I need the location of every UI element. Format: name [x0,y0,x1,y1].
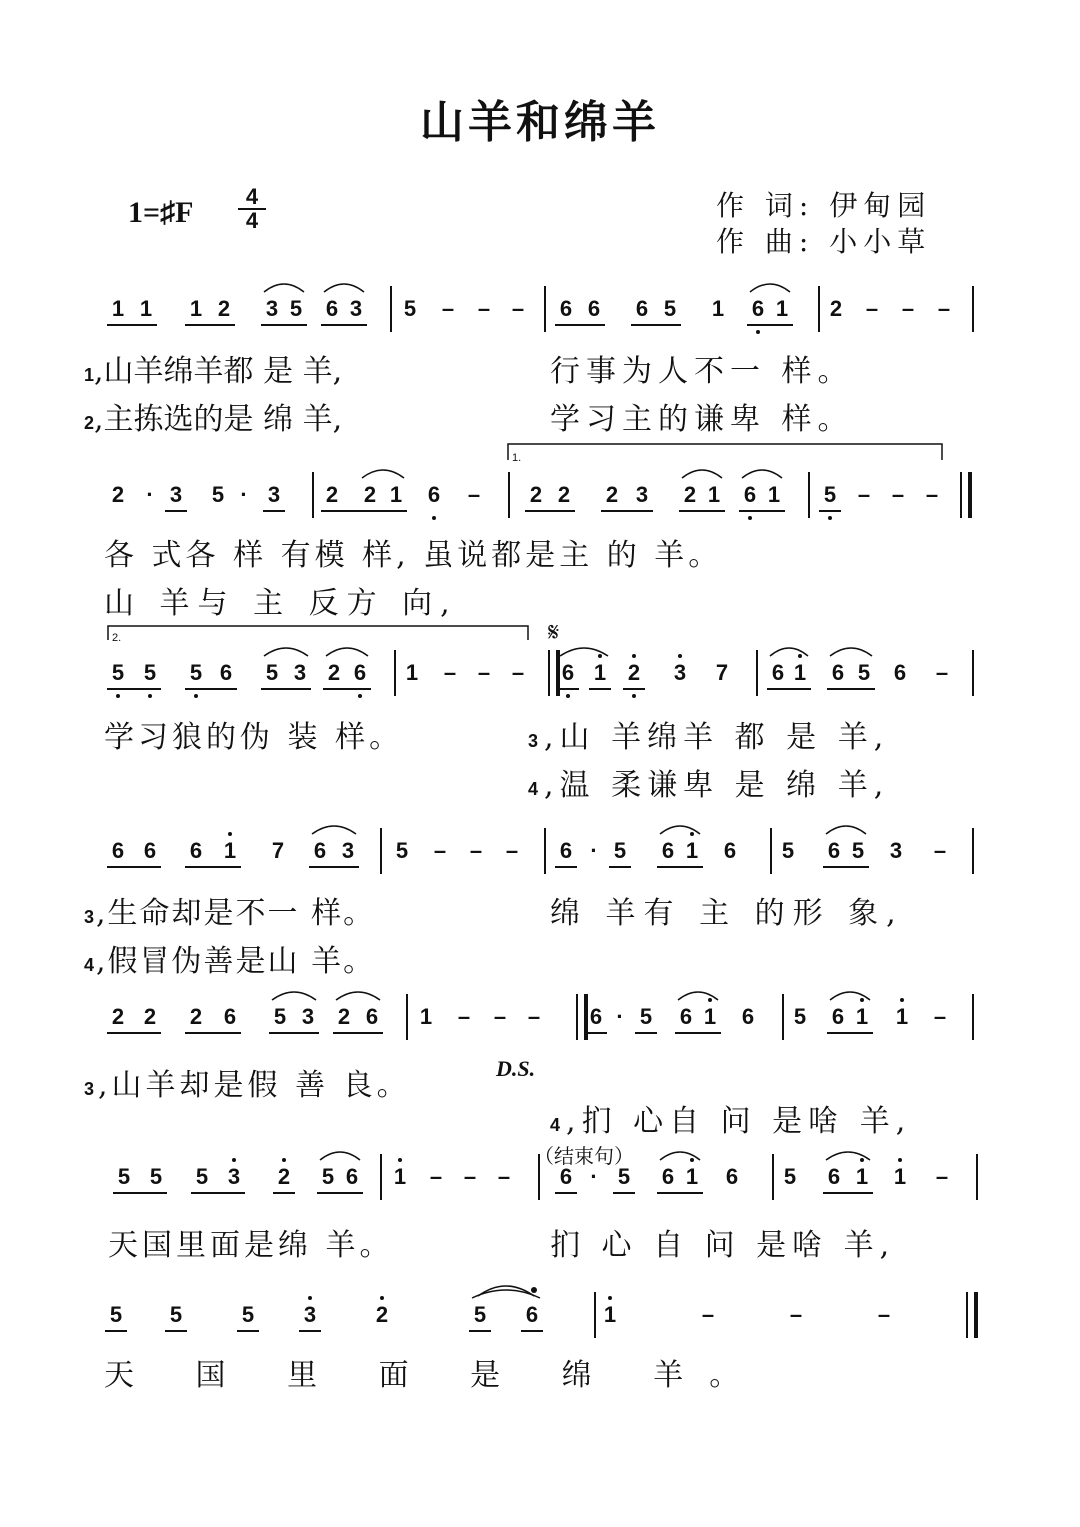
note: 5 [169,1302,183,1327]
note: 1 [793,660,807,685]
lyric-text: ,山羊却是假 善 良。 [98,1068,411,1103]
note: 5 [109,1302,123,1327]
note: 1 [707,482,721,507]
note: 6 [893,660,907,685]
note: 6 [831,660,845,685]
note: – [469,838,483,863]
note: 1 [389,482,403,507]
note: – [935,1164,949,1189]
note: – [925,482,939,507]
note: 2 [829,296,843,321]
segno-sign: 𝄋 [548,618,560,648]
fermata-dot [531,1287,537,1293]
lyric-line-7: 天 国 里 面 是 绵 羊。 [104,1358,766,1393]
note: 5 [613,838,627,863]
slur [770,648,808,656]
note: 5 [395,838,409,863]
note: 3 [303,1302,317,1327]
slur [362,470,404,478]
note: – [511,296,525,321]
note: 1 [895,1004,909,1029]
note: 6 [427,482,441,507]
note: 6 [661,838,675,863]
note: 5 [783,1164,797,1189]
slur [830,648,872,656]
note: 2 [143,1004,157,1029]
note: 2 [375,1302,389,1327]
lyricist-credit: 作 词: 伊甸园 [716,189,932,222]
note: 2 [189,1004,203,1029]
note: 1 [775,296,789,321]
note: 2 [325,482,339,507]
note: 7 [271,838,285,863]
note: – [865,296,879,321]
note: 1 [419,1004,433,1029]
lyric-text: ,山羊绵羊都 是 羊, [94,354,343,389]
note: 2 [277,1164,291,1189]
composer-credit: 作 曲: 小小草 [716,225,932,258]
note: 5 [117,1164,131,1189]
verse-number: 3 [84,907,97,927]
note: 1 [393,1164,407,1189]
fermata [478,1286,534,1296]
note: 1 [189,296,203,321]
note: – [933,1004,947,1029]
note: 7 [715,660,729,685]
note: 6 [661,1164,675,1189]
page-title: 山羊和绵羊 [420,97,660,148]
note: 5 [143,660,157,685]
note: 6 [559,838,573,863]
note: – [433,838,447,863]
note: 2 [327,660,341,685]
time-signature-bottom: 4 [245,208,259,233]
verse-number: 3 [84,1079,99,1099]
note: – [497,1164,511,1189]
note: – [477,660,491,685]
note: 1 [711,296,725,321]
verse-number: 1 [84,365,95,385]
note: – [933,838,947,863]
note: 5 [289,296,303,321]
note: 6 [111,838,125,863]
note: 2 [557,482,571,507]
slur [320,1152,360,1160]
note: 5 [639,1004,653,1029]
note: 1 [405,660,419,685]
note: 3 [267,482,281,507]
note: · [590,1164,598,1189]
note: 1 [685,838,699,863]
slur [826,826,866,834]
note: – [429,1164,443,1189]
note: 3 [169,482,183,507]
note: 6 [743,482,757,507]
slur [830,992,870,1000]
note: – [891,482,905,507]
note: 6 [831,1004,845,1029]
lyric-text: ,主拣选的是 绵 羊, [94,402,343,437]
note: 1 [139,296,153,321]
note: 6 [345,1164,359,1189]
note: 1 [111,296,125,321]
note: · [146,482,154,507]
note: 1 [703,1004,717,1029]
note: 6 [751,296,765,321]
note: 6 [827,1164,841,1189]
note: 6 [189,838,203,863]
slur [750,284,790,292]
note: 3 [341,838,355,863]
note: 5 [403,296,417,321]
note: 5 [189,660,203,685]
note: 5 [241,1302,255,1327]
note: – [701,1302,715,1327]
lyric-line-4-a-b: 绵 羊有 主 的形 象, [550,896,904,931]
volta-2-label: 2. [112,632,122,644]
note: 6 [827,838,841,863]
ds-marking: D.S. [496,1056,536,1081]
lyric-text: ,温 柔谦卑 是 绵 羊, [544,768,890,803]
note: – [789,1302,803,1327]
volta-1-bracket [508,444,942,460]
note: · [616,1004,624,1029]
note: 1 [855,1164,869,1189]
lyric-text: ,生命却是不一 样。 [96,896,376,931]
note: 5 [857,660,871,685]
lyric-text: ,山 羊绵羊 都 是 羊, [544,720,890,755]
note: 6 [771,660,785,685]
note: 2 [111,482,125,507]
note: 2 [627,660,641,685]
slur [264,284,304,292]
note: 5 [617,1164,631,1189]
note: – [877,1302,891,1327]
note: – [857,482,871,507]
lyric-line-6-a: 天国里面是绵 羊。 [108,1228,394,1263]
slur [660,1152,700,1160]
note: 3 [635,482,649,507]
slur [264,648,308,656]
volta-1-label: 1. [512,452,522,464]
note: 6 [219,660,233,685]
note: 1 [685,1164,699,1189]
note: 1 [855,1004,869,1029]
note: 5 [793,1004,807,1029]
note: – [443,660,457,685]
note: 1 [223,838,237,863]
note: · [590,838,598,863]
verse-number: 4 [528,779,545,799]
lyric-text: ,假冒伪善是山 羊。 [96,944,376,979]
note: – [467,482,481,507]
note: 1 [767,482,781,507]
note: 5 [149,1164,163,1189]
note: 2 [111,1004,125,1029]
slur [272,992,316,1000]
lyric-text: ,扪 心自 问 是啥 羊, [566,1104,912,1139]
note: 6 [723,838,737,863]
verse-number: 2 [84,413,95,433]
note: 1 [893,1164,907,1189]
note: · [240,482,248,507]
note: 6 [525,1302,539,1327]
lyric-line-2-a: 各 式各 样 有模 样, 虽说都是主 的 羊。 [104,538,723,573]
note: 5 [781,838,795,863]
lyric-line-1-verse-2-b: 学习主的谦卑 样。 [550,402,854,437]
note: 5 [473,1302,487,1327]
note: 3 [293,660,307,685]
note: 5 [823,482,837,507]
note: 6 [561,660,575,685]
note: 3 [227,1164,241,1189]
note: 6 [325,296,339,321]
note: 1 [593,660,607,685]
note: 5 [111,660,125,685]
note: 5 [273,1004,287,1029]
note: 2 [217,296,231,321]
note: 2 [683,482,697,507]
note: 3 [673,660,687,685]
lyric-line-1-verse-1-b: 行事为人不一 样。 [550,354,854,389]
slur [660,826,700,834]
volta-2-bracket [108,626,528,640]
slur [678,992,718,1000]
note: 3 [265,296,279,321]
verse-number: 4 [550,1115,567,1135]
note: 2 [605,482,619,507]
note: 6 [589,1004,603,1029]
note: – [937,296,951,321]
slur [742,470,782,478]
time-signature-top: 4 [238,186,266,210]
note: 3 [301,1004,315,1029]
note: 5 [265,660,279,685]
note: 2 [529,482,543,507]
note: – [457,1004,471,1029]
note: 6 [559,1164,573,1189]
note: – [527,1004,541,1029]
note: 3 [349,296,363,321]
note: 6 [143,838,157,863]
note: 6 [353,660,367,685]
note: – [505,838,519,863]
slur [312,826,356,834]
note: 1 [603,1302,617,1327]
note: 6 [587,296,601,321]
lyric-line-2-b: 山 羊与 主 反方 向, [104,586,458,621]
note: 6 [223,1004,237,1029]
slur [326,648,368,656]
lyric-line-6-b: 扪 心 自 问 是啥 羊, [550,1228,896,1263]
note: – [493,1004,507,1029]
note: 6 [635,296,649,321]
note: 6 [313,838,327,863]
note: – [511,660,525,685]
lyric-line-3-a: 学习狼的伪 装 样。 [104,720,404,755]
note: – [935,660,949,685]
slur [682,470,722,478]
note: 5 [663,296,677,321]
note: 5 [195,1164,209,1189]
verse-number: 3 [528,731,545,751]
note: 6 [741,1004,755,1029]
note: 2 [337,1004,351,1029]
slur [336,992,380,1000]
note: 2 [363,482,377,507]
note: 5 [211,482,225,507]
note: 6 [679,1004,693,1029]
note: – [463,1164,477,1189]
note: 6 [559,296,573,321]
note: 5 [321,1164,335,1189]
ending-label: （结束句） [534,1144,634,1168]
note: 5 [851,838,865,863]
note: – [901,296,915,321]
slur [324,284,364,292]
note: 6 [725,1164,739,1189]
slur [826,1152,870,1160]
note: 6 [365,1004,379,1029]
verse-number: 4 [84,955,97,975]
note: 3 [889,838,903,863]
note: – [477,296,491,321]
note: – [441,296,455,321]
slur [560,648,608,656]
key-signature: 1=♯F [128,196,194,229]
